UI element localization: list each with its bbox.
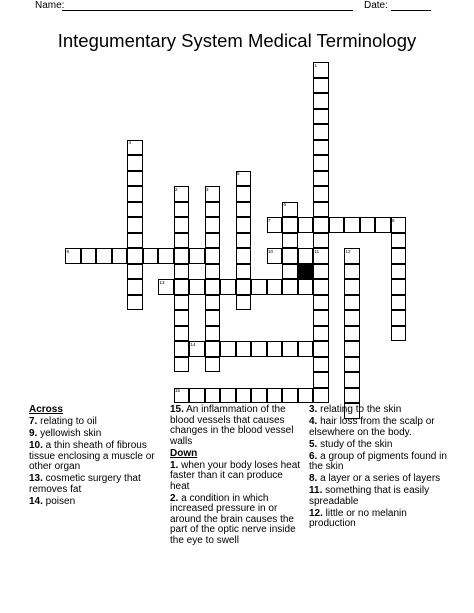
clue-item <box>29 429 164 440</box>
clue-item-number: 2. <box>170 492 179 504</box>
clue-item-number: 3. <box>309 404 318 415</box>
clue-item-number: 5. <box>309 438 318 450</box>
grid-cell[interactable] <box>236 202 252 218</box>
clue-item <box>29 441 164 473</box>
clue-item-number: 14. <box>29 495 43 507</box>
grid-cell[interactable] <box>313 109 329 125</box>
clue-item-text: little or no melanin production <box>309 507 407 529</box>
clue-heading-across: Across <box>29 404 63 415</box>
grid-cell[interactable] <box>313 388 329 404</box>
clue-number-10: 10 <box>268 248 274 254</box>
grid-cell[interactable] <box>127 217 143 233</box>
clue-number-15: 15 <box>175 388 181 393</box>
grid-cell[interactable] <box>313 78 329 94</box>
clue-item-text: hair loss from the scalp or elsewhere on the body. <box>309 416 435 438</box>
grid-cell[interactable] <box>267 341 283 357</box>
clue-item <box>170 405 305 447</box>
grid-block <box>298 264 314 280</box>
clue-item-number: 13. <box>29 473 43 484</box>
grid-cell[interactable] <box>344 295 360 311</box>
clue-item-text: study of the skin <box>317 438 393 450</box>
clue-item <box>309 440 449 451</box>
grid-cell[interactable] <box>205 217 221 233</box>
grid-cell[interactable] <box>313 295 329 311</box>
clue-number-11: 11 <box>314 248 320 254</box>
grid-cell[interactable] <box>313 93 329 109</box>
clue-number-9: 9 <box>66 248 70 254</box>
clue-item <box>170 461 305 493</box>
grid-cell[interactable] <box>236 186 252 202</box>
grid-cell[interactable] <box>205 248 221 264</box>
clue-item-text: yellowish skin <box>37 428 102 439</box>
grid-cell[interactable] <box>282 341 298 357</box>
grid-cell[interactable] <box>236 279 252 295</box>
grid-cell[interactable] <box>282 248 298 264</box>
grid-cell[interactable] <box>174 202 190 218</box>
clue-item <box>309 417 449 438</box>
grid-cell[interactable] <box>127 233 143 249</box>
clue-item <box>29 474 164 495</box>
grid-cell[interactable] <box>127 186 143 202</box>
grid-cell[interactable] <box>205 357 221 373</box>
grid-cell[interactable] <box>391 326 407 342</box>
grid-cell[interactable] <box>127 202 143 218</box>
grid-cell[interactable] <box>391 310 407 326</box>
clue-item-text: a condition in which increased pressure in or around the brain causes the part of the optic nerve inside the eye to swell <box>170 492 296 546</box>
clue-item-text: cosmetic surgery that removes fat <box>29 473 141 495</box>
grid-cell[interactable] <box>236 233 252 249</box>
clue-item-number: 4. <box>309 416 318 427</box>
clue-number-2: 2 <box>175 186 178 192</box>
clues-column-1 <box>29 405 164 509</box>
grid-cell[interactable] <box>313 140 329 156</box>
grid-cell[interactable] <box>189 388 205 404</box>
grid-cell[interactable] <box>313 124 329 140</box>
grid-cell[interactable] <box>282 217 298 233</box>
clue-item-number: 15. <box>170 404 184 415</box>
grid-cell[interactable] <box>313 233 329 249</box>
grid-cell[interactable] <box>313 155 329 171</box>
clue-number-12: 12 <box>345 248 351 254</box>
grid-cell[interactable] <box>189 279 205 295</box>
clue-item-number: 12. <box>309 507 323 519</box>
grid-cell[interactable] <box>282 233 298 249</box>
grid-cell[interactable] <box>298 341 314 357</box>
grid-cell[interactable] <box>236 248 252 264</box>
grid-cell[interactable] <box>127 248 143 264</box>
grid-cell[interactable] <box>375 217 391 233</box>
grid-cell[interactable] <box>313 372 329 388</box>
grid-cell[interactable] <box>298 217 314 233</box>
grid-cell[interactable] <box>189 248 205 264</box>
grid-cell[interactable] <box>236 217 252 233</box>
grid-cell[interactable] <box>313 326 329 342</box>
grid-cell[interactable] <box>205 279 221 295</box>
grid-cell[interactable] <box>391 264 407 280</box>
grid-cell[interactable] <box>127 171 143 187</box>
grid-cell[interactable] <box>174 279 190 295</box>
grid-cell[interactable] <box>391 248 407 264</box>
clue-number-14: 14 <box>190 341 196 347</box>
grid-cell[interactable] <box>344 326 360 342</box>
grid-cell[interactable] <box>174 248 190 264</box>
grid-cell[interactable] <box>360 217 376 233</box>
grid-cell[interactable] <box>344 388 360 404</box>
grid-cell[interactable] <box>236 264 252 280</box>
grid-cell[interactable] <box>313 357 329 373</box>
grid-cell[interactable] <box>251 279 267 295</box>
date-label: Date: <box>364 0 388 11</box>
clue-item <box>309 486 449 507</box>
grid-cell[interactable] <box>220 341 236 357</box>
clue-heading-down: Down <box>170 447 198 459</box>
clue-number-13: 13 <box>159 279 165 285</box>
grid-cell[interactable] <box>220 388 236 404</box>
grid-cell[interactable] <box>174 264 190 280</box>
grid-cell[interactable] <box>267 388 283 404</box>
clue-item <box>309 452 449 473</box>
clue-item <box>29 497 164 508</box>
page-title: Integumentary System Medical Terminology <box>57 30 417 51</box>
clues-column-3 <box>309 405 449 531</box>
clue-item <box>309 474 449 485</box>
clue-item-text: relating to the skin <box>317 404 402 415</box>
grid-cell[interactable] <box>174 326 190 342</box>
grid-cell[interactable] <box>313 217 329 233</box>
grid-cell[interactable] <box>205 310 221 326</box>
grid-cell[interactable] <box>205 295 221 311</box>
grid-cell[interactable] <box>236 388 252 404</box>
clue-number-7: 7 <box>268 217 271 223</box>
grid-cell[interactable] <box>344 279 360 295</box>
grid-cell[interactable] <box>220 279 236 295</box>
clue-item <box>309 509 449 530</box>
grid-cell[interactable] <box>344 264 360 280</box>
grid-cell[interactable] <box>127 295 143 311</box>
grid-cell[interactable] <box>205 326 221 342</box>
clue-item-number: 6. <box>309 450 318 462</box>
clue-item-text: something that is easily spreadable <box>309 485 430 507</box>
grid-cell[interactable] <box>174 233 190 249</box>
clue-number-8: 8 <box>392 217 395 223</box>
clue-item <box>309 405 449 416</box>
clue-item-number: 1. <box>170 459 179 471</box>
grid-cell[interactable] <box>267 279 283 295</box>
grid-cell[interactable] <box>391 233 407 249</box>
clue-item-text: relating to oil <box>37 416 97 427</box>
grid-cell[interactable] <box>313 186 329 202</box>
grid-cell[interactable] <box>344 372 360 388</box>
grid-cell[interactable] <box>313 171 329 187</box>
grid-cell[interactable] <box>282 264 298 280</box>
name-label: Name: <box>35 0 65 11</box>
clue-item-text: a thin sheath of fibrous tissue enclosing a muscle or other organ <box>29 440 155 472</box>
clue-number-6: 6 <box>283 202 287 207</box>
grid-cell[interactable] <box>205 202 221 218</box>
grid-cell[interactable] <box>344 357 360 373</box>
grid-cell[interactable] <box>205 341 221 357</box>
grid-cell[interactable] <box>313 202 329 218</box>
grid-cell[interactable] <box>236 295 252 311</box>
grid-cell[interactable] <box>344 341 360 357</box>
clues-column-2 <box>170 405 305 548</box>
clue-item-text: poisen <box>42 495 76 507</box>
grid-cell[interactable] <box>127 155 143 171</box>
grid-cell[interactable] <box>174 295 190 311</box>
clue-number-5: 5 <box>237 171 240 176</box>
clue-item-text: a group of pigments found in the skin <box>309 450 447 472</box>
grid-cell[interactable] <box>282 388 298 404</box>
grid-cell[interactable] <box>391 295 407 311</box>
grid-cell[interactable] <box>391 279 407 295</box>
clue-item-number: 8. <box>309 473 318 484</box>
clue-item-text: An inflammation of the blood vessels that causes changes in the blood vessel walls <box>170 404 294 447</box>
grid-cell[interactable] <box>313 279 329 295</box>
grid-cell[interactable] <box>251 341 267 357</box>
grid-cell[interactable] <box>127 279 143 295</box>
clue-item-text: a layer or a series of layers <box>317 473 441 484</box>
grid-cell[interactable] <box>236 341 252 357</box>
clue-item-number: 9. <box>29 428 38 439</box>
clue-number-1: 1 <box>314 62 318 68</box>
grid-cell[interactable] <box>313 264 329 280</box>
grid-cell[interactable] <box>298 279 314 295</box>
clue-item-text: when your body loses heat faster than it can produce heat <box>170 459 301 492</box>
grid-cell[interactable] <box>298 248 314 264</box>
clue-number-3: 3 <box>206 186 209 192</box>
grid-cell[interactable] <box>205 264 221 280</box>
clue-item-number: 11. <box>309 485 323 496</box>
grid-cell[interactable] <box>298 388 314 404</box>
clue-number-4: 4 <box>128 140 132 145</box>
grid-cell[interactable] <box>205 233 221 249</box>
grid-cell[interactable] <box>282 279 298 295</box>
grid-cell[interactable] <box>344 310 360 326</box>
grid-cell[interactable] <box>127 264 143 280</box>
clue-item-number: 7. <box>29 416 38 427</box>
clue-item-number: 10. <box>29 440 43 451</box>
grid-cell[interactable] <box>81 248 97 264</box>
grid-cell[interactable] <box>205 388 221 404</box>
grid-cell[interactable] <box>96 248 112 264</box>
grid-cell[interactable] <box>174 217 190 233</box>
grid-cell[interactable] <box>329 217 345 233</box>
clue-item <box>29 417 164 428</box>
clue-item <box>170 494 305 547</box>
grid-cell[interactable] <box>143 248 159 264</box>
grid-cell[interactable] <box>158 248 174 264</box>
grid-cell[interactable] <box>251 388 267 404</box>
grid-cell[interactable] <box>174 310 190 326</box>
grid-cell[interactable] <box>313 310 329 326</box>
grid-cell[interactable] <box>313 341 329 357</box>
grid-cell[interactable] <box>174 357 190 373</box>
grid-cell[interactable] <box>344 217 360 233</box>
grid-cell[interactable] <box>112 248 128 264</box>
grid-cell[interactable] <box>174 341 190 357</box>
